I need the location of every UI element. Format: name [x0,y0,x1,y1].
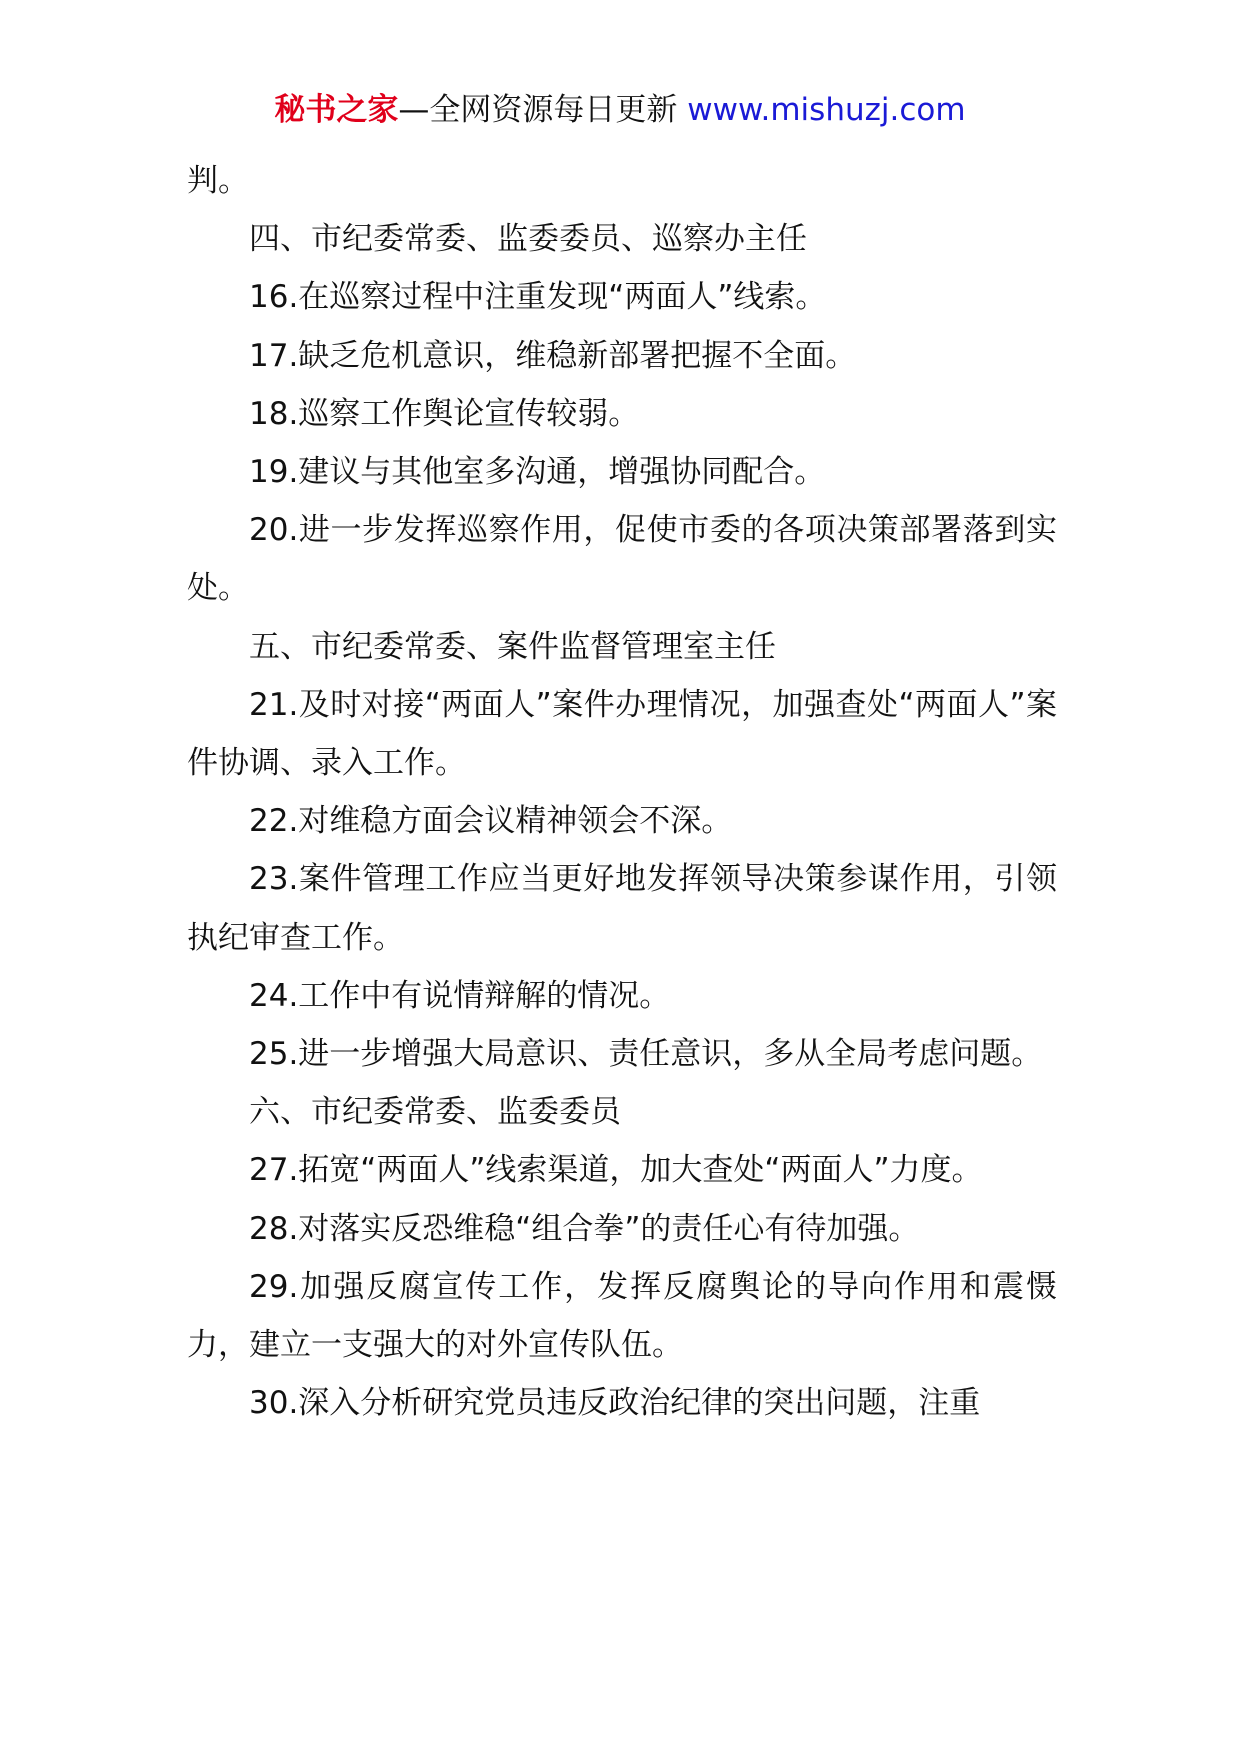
list-item: 24.工作中有说情辩解的情况。 [249,977,671,1014]
list-item: 30.深入分析研究党员违反政治纪律的突出问题，注重 [249,1385,981,1422]
list-item: 25.进一步增强大局意识、责任意识，多从全局考虑问题。 [249,1036,1043,1073]
list-item: 23.案件管理工作应当更好地发挥领导决策参谋作用，引领执纪审查工作。 [187,861,1057,956]
header-tagline: —全网资源每日更新 [398,92,678,128]
paragraph: 判。 [187,163,249,199]
list-item: 29.加强反腐宣传工作，发挥反腐舆论的导向作用和震慑力，建立一支强大的对外宣传队伍。 [187,1268,1057,1364]
list-item: 17.缺乏危机意识，维稳新部署把握不全面。 [249,337,857,374]
section-heading: 六、市纪委常委、监委委员 [249,1094,621,1131]
list-item: 21.及时对接“两面人”案件办理情况，加强查处“两面人”案件协调、录入工作。 [187,686,1057,782]
page-header [0,86,1240,134]
list-item: 18.巡察工作舆论宣传较弱。 [249,395,640,432]
section-heading: 五、市纪委常委、案件监督管理室主任 [249,628,776,665]
list-item: 28.对落实反恐维稳“组合拳”的责任心有待加强。 [249,1210,920,1247]
list-item: 22.对维稳方面会议精神领会不深。 [249,803,733,840]
site-url-link[interactable]: www.mishuzj.com [687,92,966,128]
site-name: 秘书之家 [274,92,399,128]
list-item: 20.进一步发挥巡察作用，促使市委的各项决策部署落到实处。 [187,512,1057,607]
document-body [187,152,1057,1432]
list-item: 16.在巡察过程中注重发现“两面人”线索。 [249,279,827,316]
list-item: 27.拓宽“两面人”线索渠道，加大查处“两面人”力度。 [249,1152,983,1189]
section-heading: 四、市纪委常委、监委委员、巡察办主任 [249,221,807,258]
list-item: 19.建议与其他室多沟通，增强协同配合。 [249,454,826,491]
